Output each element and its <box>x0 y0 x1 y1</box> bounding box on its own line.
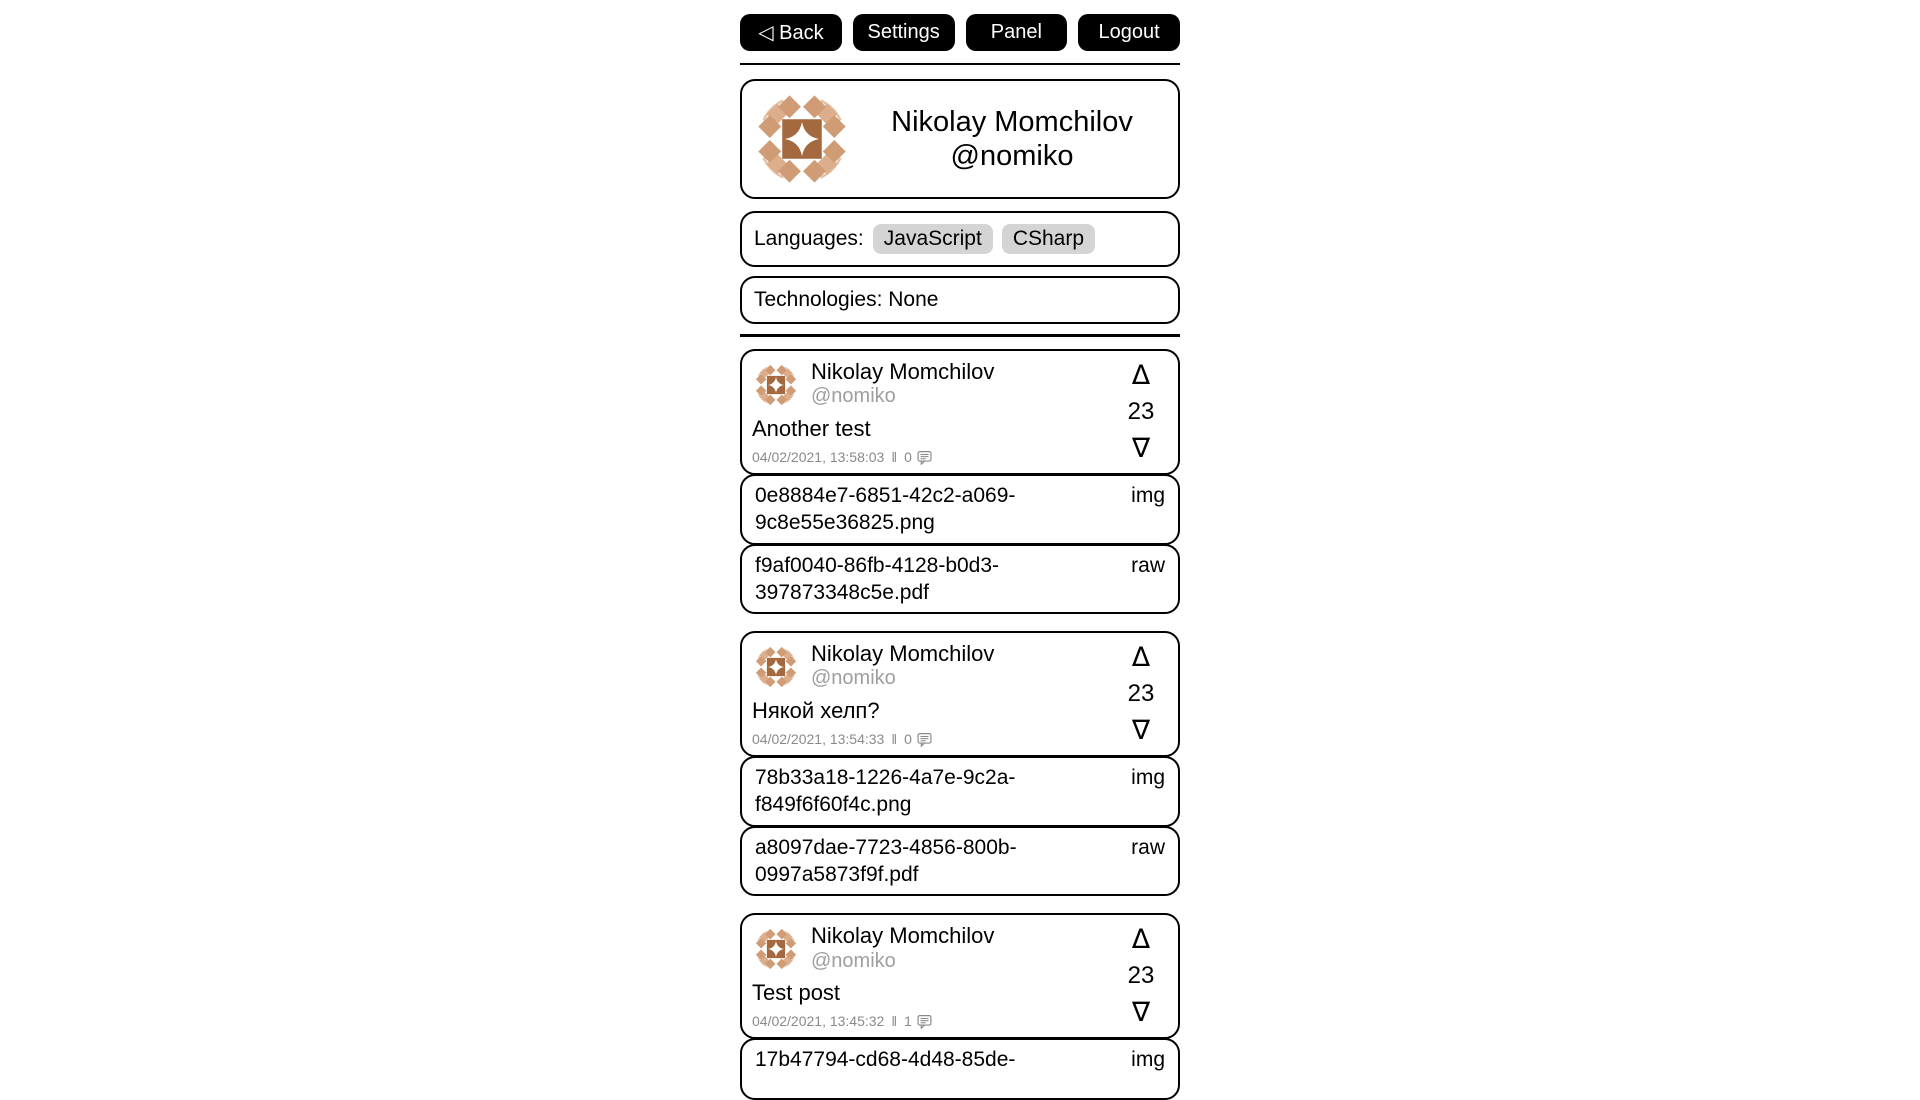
post-author-name: Nikolay Momchilov <box>811 923 995 949</box>
attachment-type-label: img <box>1131 484 1165 507</box>
comment-icon <box>917 732 932 747</box>
settings-button[interactable]: Settings <box>853 14 955 51</box>
attachment-filename: 0e8884e7-6851-42c2-a069-9c8e55e36825.png <box>755 484 1016 535</box>
attachment-filename: 17b47794-cd68-4d48-85de- <box>755 1048 1016 1072</box>
post-group <box>740 631 1180 896</box>
logout-button[interactable]: Logout <box>1078 14 1180 51</box>
languages-card <box>740 211 1180 267</box>
post-group <box>740 349 1180 614</box>
comment-icon <box>917 450 932 465</box>
vote-column <box>1116 923 1166 1029</box>
attachment-row[interactable] <box>740 474 1180 545</box>
vote-count: 23 <box>1127 962 1155 990</box>
technologies-card <box>740 276 1180 324</box>
panel-button[interactable]: Panel <box>966 14 1068 51</box>
vote-column <box>1116 641 1166 747</box>
toolbar <box>740 14 1180 51</box>
languages-label: Languages: <box>754 227 864 250</box>
profile-handle: @nomiko <box>950 140 1074 172</box>
vote-count: 23 <box>1127 680 1155 708</box>
attachment-filename: f9af0040-86fb-4128-b0d3-397873348c5e.pdf <box>755 553 1000 604</box>
downvote-button[interactable]: ∇ <box>1131 997 1151 1029</box>
post-author-handle: @nomiko <box>811 385 896 408</box>
post-title: Another test <box>752 416 871 441</box>
attachment-type-label: img <box>1131 766 1165 790</box>
attachment-row[interactable] <box>740 544 1180 615</box>
attachment-filename: a8097dae-7723-4856-800b-0997a5873f9f.pdf <box>755 835 1017 887</box>
post-author-row <box>752 923 1116 973</box>
attachment-row[interactable] <box>740 756 1180 827</box>
post-meta <box>752 731 1116 747</box>
attachment-filename: 78b33a18-1226-4a7e-9c2a-f849f6f60f4c.png <box>755 766 1016 817</box>
meta-separator: ‖ <box>891 731 898 748</box>
profile-name: Nikolay Momchilov <box>891 105 1133 138</box>
post-author-name: Nikolay Momchilov <box>811 641 995 667</box>
post-card[interactable] <box>740 913 1180 1039</box>
post-author-row <box>752 359 1116 409</box>
comment-icon <box>917 1014 932 1029</box>
posts-divider <box>740 334 1180 337</box>
meta-separator: ‖ <box>891 1013 898 1030</box>
back-button[interactable]: ◁ Back <box>740 14 842 51</box>
post-timestamp: 04/02/2021, 13:54:33 <box>752 731 885 748</box>
post-title: Някой хелп? <box>752 698 880 724</box>
vote-count: 23 <box>1127 398 1155 425</box>
attachment-row[interactable] <box>740 1038 1180 1100</box>
downvote-button[interactable]: ∇ <box>1131 433 1151 464</box>
top-divider <box>740 63 1180 65</box>
post-avatar-identicon <box>752 925 800 973</box>
attachment-type-label: raw <box>1131 835 1165 859</box>
comment-count: 1 <box>904 1013 912 1030</box>
downvote-button[interactable]: ∇ <box>1131 715 1151 747</box>
vote-column <box>1116 359 1166 465</box>
post-author-handle: @nomiko <box>811 949 896 972</box>
post-author-handle: @nomiko <box>811 667 896 690</box>
post-main <box>752 359 1116 465</box>
post-card[interactable] <box>740 349 1180 475</box>
profile-name-block <box>854 105 1170 173</box>
technologies-text: Technologies: None <box>754 288 939 311</box>
upvote-button[interactable]: Δ <box>1131 642 1151 674</box>
post-timestamp: 04/02/2021, 13:58:03 <box>752 449 885 465</box>
post-meta <box>752 1013 1116 1029</box>
meta-separator: ‖ <box>891 449 898 465</box>
post-group <box>740 913 1180 1100</box>
post-timestamp: 04/02/2021, 13:45:32 <box>752 1013 885 1030</box>
upvote-button[interactable]: Δ <box>1131 360 1151 391</box>
language-tag-csharp: CSharp <box>1002 224 1095 254</box>
post-author-name: Nikolay Momchilov <box>811 359 995 384</box>
comment-count: 0 <box>904 731 912 748</box>
post-main <box>752 923 1116 1029</box>
post-avatar-identicon <box>752 361 800 409</box>
post-title: Test post <box>752 980 841 1006</box>
post-avatar-identicon <box>752 643 800 691</box>
profile-card <box>740 79 1180 199</box>
content-column <box>740 0 1180 1100</box>
attachment-row[interactable] <box>740 826 1180 897</box>
profile-avatar-identicon <box>750 87 854 191</box>
attachment-type-label: img <box>1131 1048 1165 1072</box>
post-card[interactable] <box>740 631 1180 757</box>
post-author-row <box>752 641 1116 691</box>
attachment-type-label: raw <box>1131 553 1165 577</box>
comment-count: 0 <box>904 449 912 465</box>
language-tag-javascript: JavaScript <box>873 224 993 254</box>
post-main <box>752 641 1116 747</box>
upvote-button[interactable]: Δ <box>1131 924 1151 956</box>
post-meta <box>752 449 1116 465</box>
